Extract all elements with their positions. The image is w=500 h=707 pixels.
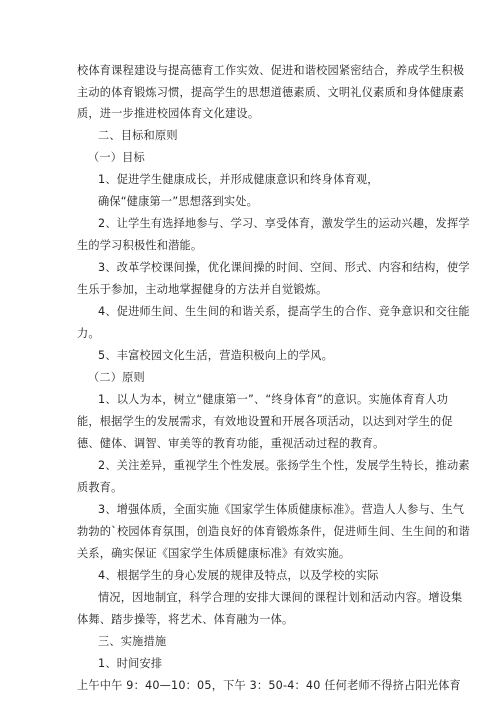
body-text-line: 生乐于参加，主动地掌握健身的方法并自觉锻炼。 — [77, 283, 328, 296]
body-text-line: 质，进一步推进校园体育文化建设。 — [77, 107, 260, 120]
list-item-text: 3、改革学校课间操，优化课间操的时间、空间、形式、内容和结构，使学 — [98, 261, 470, 274]
body-text-line: 情况，因地制宜，科学合理的安排大课间的课程计划和活动内容。增设集 — [98, 591, 463, 604]
list-item-text: 4、促进师生间、生生间的和谐关系，提高学生的合作、竞争意识和交往能 — [98, 305, 470, 318]
list-item-text: 2、关注差异，重视学生个性发展。张扬学生个性，发展学生特长，推动素 — [98, 459, 470, 472]
body-text-line: 生的学习积极性和潜能。 — [77, 239, 203, 252]
subsection-heading: （二）原则 — [88, 371, 145, 384]
list-item-text: 5、丰富校园文化生活，营造积极向上的学风。 — [98, 349, 334, 362]
list-item-text: 2、让学生有选择地参与、学习、享受体育，激发学生的运动兴趣，发挥学 — [98, 217, 470, 230]
list-item-text: 4、根据学生的身心发展的规律及特点，以及学校的实际 — [98, 569, 379, 582]
list-item-text: 1、促进学生健康成长，并形成健康意识和终身体育观， — [98, 173, 379, 186]
list-item-text: 确保“健康第一”思想落到实处。 — [98, 195, 259, 208]
body-text-line: 能，根据学生的发展需求，有效地设置和开展各项活动，以达到对学生的促 — [77, 415, 453, 428]
section-heading: 三、实施措施 — [98, 635, 167, 648]
body-text-line: 校体育课程建设与提高德育工作实效、促进和谐校园紧密结合，养成学生积极 — [77, 64, 465, 77]
list-item-text: 3、增强体质，全面实施《国家学生体质健康标准》。营造人人参与、生气 — [98, 503, 465, 516]
body-text-line: 德、健体、调智、审美等的教育功能，重视活动过程的教育。 — [77, 437, 385, 450]
body-text-line: 关系，确实保证《国家学生体质健康标准》有效实施。 — [77, 547, 351, 560]
body-text-line: 质教育。 — [77, 481, 123, 494]
body-text-line: 主动的体育锻炼习惯，提高学生的思想道德素质、文明礼仪素质和身体健康素 — [77, 86, 465, 99]
section-heading: 二、目标和原则 — [98, 129, 178, 142]
body-text-line: 力。 — [77, 327, 100, 340]
body-text-line: 上午中午 9：40—10：05，下午 3：50-4：40 任何老师不得挤占阳光体育 — [77, 679, 461, 692]
subsection-heading: （一）目标 — [88, 151, 145, 164]
body-text-line: 体舞、踏步操等，将艺术、体育融为一体。 — [77, 613, 294, 626]
body-text-line: 勃勃的`校园体育氛围，创造良好的体育锻炼条件，促进师生间、生生间的和谐 — [77, 525, 470, 538]
subsection-heading: 1、时间安排 — [98, 657, 163, 670]
list-item-text: 1、以人为本，树立“健康第一”、“终身体育”的意识。实施体育育人功 — [98, 393, 449, 406]
